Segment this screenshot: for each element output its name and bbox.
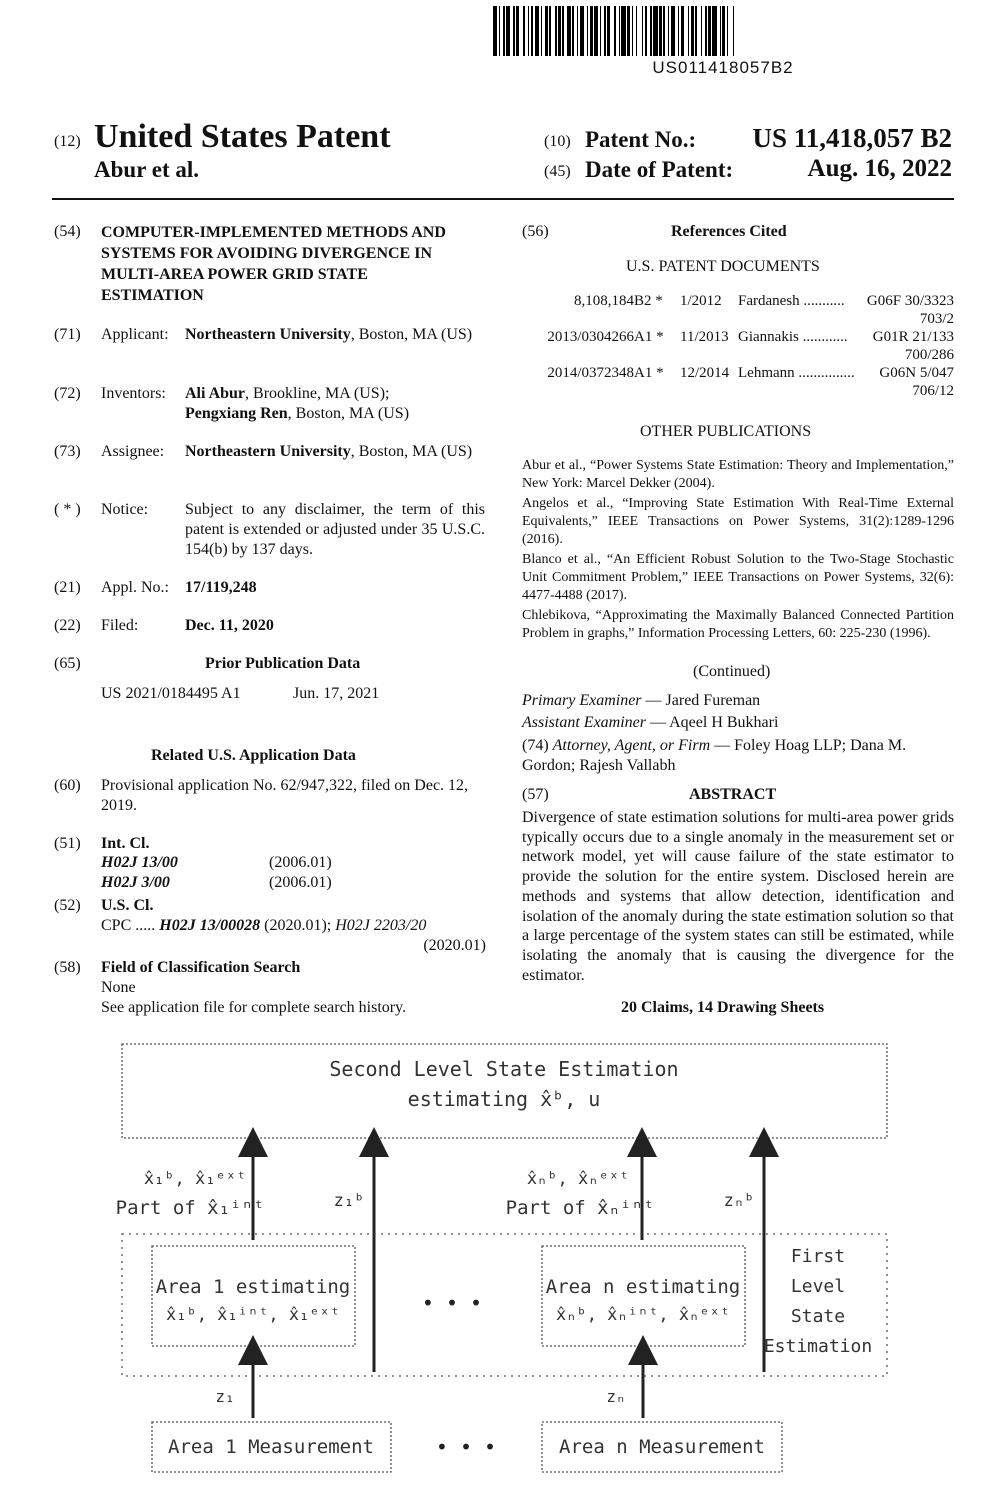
area1-estimator-title: Area 1 estimating <box>155 1276 351 1298</box>
us-doc-kind: B2 * <box>634 293 663 309</box>
publication-item: Angelos et al., “Improving State Estimation With Real-Time External Equivalents,” IEEE Transactions on Power Systems, 31(2):1289-1296 (2016). <box>522 496 954 547</box>
filed-label: Filed: <box>101 617 139 634</box>
us-doc-class: G06F 30/3323 <box>866 293 954 309</box>
arean-estimator-states: x̂ₙᵇ, x̂ₙⁱⁿᵗ, x̂ₙᵉˣᵗ <box>556 1305 730 1325</box>
applicant-location: , Boston, MA (US) <box>350 326 473 343</box>
publication-item: Blanco et al., “An Efficient Robust Solution to the Two-Stage Stochastic Unit Commitment Problem,” IEEE Transactions on Power Systems, 32(6): 4477-4488 (2017). <box>522 552 954 603</box>
inventor-2-location: , Boston, MA (US) <box>287 405 410 422</box>
us-doc-kind: A1 * <box>634 365 664 381</box>
abstract-heading: ABSTRACT <box>689 786 777 803</box>
label-right-states: x̂ₙᵇ, x̂ₙᵉˣᵗ <box>526 1169 630 1189</box>
label-left-z: z₁ᵇ <box>333 1191 365 1211</box>
us-doc-inventor-name: Lehmann <box>738 365 795 381</box>
publication-item: Abur et al., “Power Systems State Estimation: Theory and Implementation,” New York: Marcel Dekker (2004). <box>522 458 954 491</box>
first-level-word-4: Estimation <box>763 1336 873 1357</box>
appl-no: 17/119,248 <box>185 579 257 596</box>
cpc-date-2: (2020.01) <box>423 937 486 954</box>
patent-no-label: Patent No.: <box>585 127 697 152</box>
barcode-number: US011418057B2 <box>652 58 794 77</box>
primary-examiner <box>522 691 760 711</box>
inventor-1-location: , Brookline, MA (US); <box>245 385 390 402</box>
first-level-word-2: Level <box>790 1276 846 1297</box>
us-doc-leader-dots: ............ <box>802 329 848 345</box>
intcl-class-2: H02J 3/00 <box>101 874 170 891</box>
us-doc-class: G06N 5/047 <box>879 365 954 381</box>
invention-title: COMPUTER-IMPLEMENTED METHODS AND SYSTEMS FOR AVOIDING DIVERGENCE IN MULTI-AREA POWER GRID STATE ESTIMATION <box>101 224 446 304</box>
intcl-label: Int. Cl. <box>101 835 150 852</box>
code-52: (52) <box>54 897 81 914</box>
code-65: (65) <box>54 655 81 672</box>
code-12: (12) <box>54 133 81 150</box>
barcode-bar <box>734 6 737 56</box>
uscl-cpc <box>101 916 426 936</box>
arean-measurement: Area n Measurement <box>559 1436 765 1458</box>
first-level-word-3: State <box>790 1306 846 1327</box>
us-doc-number: 8,108,184 <box>574 293 634 309</box>
prior-pub-heading: Prior Publication Data <box>205 655 361 672</box>
publication-item: Chlebikova, “Approximating the Maximally Balanced Connected Partition Problem in graphs,” Information Processing Letters, 60: 225-230 (1996). <box>522 608 954 641</box>
us-doc-number: 2014/0372348 <box>547 365 634 381</box>
attorney <box>522 736 954 776</box>
field-see: See application file for complete search history. <box>101 999 407 1016</box>
barcode <box>493 6 953 56</box>
appl-no-label: Appl. No.: <box>101 579 169 596</box>
us-doc-class-2: 706/12 <box>912 383 954 399</box>
measurement-ellipsis: • • • <box>435 1435 497 1459</box>
code-notice: ( * ) <box>54 501 81 518</box>
date-label: Date of Patent: <box>585 157 734 182</box>
assignee-name: Northeastern University <box>185 443 351 460</box>
us-doc-inventor-name: Giannakis <box>738 329 799 345</box>
applicant-label: Applicant: <box>101 326 169 343</box>
us-docs-heading: U.S. PATENT DOCUMENTS <box>626 258 820 275</box>
label-right-part: Part of x̂ₙⁱⁿᵗ <box>505 1197 655 1219</box>
us-doc-kind: A1 * <box>634 329 664 345</box>
us-doc-class-2: 703/2 <box>919 311 954 327</box>
primary-examiner-label: Primary Examiner <box>522 692 642 709</box>
label-zn: zₙ <box>606 1387 626 1406</box>
related-heading: Related U.S. Application Data <box>151 747 356 764</box>
us-doc-date: 1/2012 <box>680 293 722 309</box>
cpc-class-1: H02J 13/00028 <box>159 917 261 934</box>
code-51: (51) <box>54 835 81 852</box>
label-left-part: Part of x̂₁ⁱⁿᵗ <box>115 1197 265 1219</box>
assistant-examiner-label: Assistant Examiner <box>522 714 646 731</box>
applicant-name: Northeastern University <box>185 326 351 343</box>
other-pubs-list <box>522 457 954 645</box>
header-rule <box>52 198 954 200</box>
attorney-label: Attorney, Agent, or Firm <box>552 737 711 754</box>
us-doc-leader-dots: ............... <box>798 365 855 381</box>
assignee-value <box>185 442 485 462</box>
applicant-value <box>185 325 485 345</box>
arean-estimator-title: Area n estimating <box>545 1276 741 1298</box>
code-57: (57) <box>522 786 549 803</box>
references-heading: References Cited <box>671 223 787 240</box>
code-56: (56) <box>522 223 549 240</box>
assignee-location: , Boston, MA (US) <box>350 443 473 460</box>
code-22: (22) <box>54 617 81 634</box>
us-doc-leader-dots: ........... <box>803 293 845 309</box>
us-doc-class-2: 700/286 <box>904 347 954 363</box>
uscl-label: U.S. Cl. <box>101 897 154 914</box>
inventors-label: Inventors: <box>101 385 166 402</box>
provisional-text: Provisional application No. 62/947,322, filed on Dec. 12, 2019. <box>101 777 469 814</box>
us-doc-inventor <box>738 364 855 382</box>
code-45: (45) <box>544 163 571 180</box>
estimator-ellipsis: • • • <box>421 1291 483 1315</box>
other-pubs-heading: OTHER PUBLICATIONS <box>640 423 812 440</box>
code-73: (73) <box>54 443 81 460</box>
prior-pub-date: Jun. 17, 2021 <box>293 685 380 702</box>
claims-sheets: 20 Claims, 14 Drawing Sheets <box>621 999 825 1016</box>
assignee-label: Assignee: <box>101 443 165 460</box>
code-74: (74) <box>522 737 549 754</box>
us-doc-number: 2013/0304266 <box>547 329 634 345</box>
assistant-examiner <box>522 713 778 733</box>
field-label: Field of Classification Search <box>101 959 301 976</box>
code-58: (58) <box>54 959 81 976</box>
attorney-value: — Foley Hoag LLP; Dana M. Gordon; Rajesh Vallabh <box>522 737 907 774</box>
cpc-date-1: (2020.01); <box>264 917 332 934</box>
code-71: (71) <box>54 326 81 343</box>
inventor-1: Ali Abur <box>185 385 246 402</box>
us-doc-inventor-name: Fardanesh <box>738 293 800 309</box>
code-60: (60) <box>54 777 81 794</box>
us-doc-date: 12/2014 <box>680 365 730 381</box>
patent-authors: Abur et al. <box>94 157 199 182</box>
code-72: (72) <box>54 385 81 402</box>
assistant-examiner-name: — Aqeel H Bukhari <box>650 714 779 731</box>
notice-text: Subject to any disclaimer, the term of this patent is extended or adjusted under 35 U.S.C. 154(b) by 137 days. <box>185 501 485 558</box>
second-level-subtitle: estimating x̂ᵇ, u <box>407 1087 601 1111</box>
second-level-title: Second Level State Estimation <box>329 1057 679 1081</box>
label-right-z: zₙᵇ <box>723 1191 755 1211</box>
us-doc-inventor <box>738 292 845 310</box>
intcl-date-2: (2006.01) <box>269 874 332 891</box>
primary-examiner-name: — Jared Fureman <box>645 692 761 709</box>
prior-pub-number: US 2021/0184495 A1 <box>101 685 241 702</box>
patent-no: US 11,418,057 B2 <box>752 123 952 153</box>
code-54: (54) <box>54 223 81 240</box>
patent-date: Aug. 16, 2022 <box>807 155 952 182</box>
intcl-class-1: H02J 13/00 <box>101 854 178 871</box>
filed-date: Dec. 11, 2020 <box>185 617 274 634</box>
us-doc-inventor <box>738 328 848 346</box>
abstract-text: Divergence of state estimation solutions for multi-area power grids typically occurs due to a single anomaly in the measurement set or network model, yet will cause failure of the state estimator to provide the solution for the entire system. Disclosed herein are methods and systems that allow detection, identification and isolation of the anomaly during the state estimation solution so that a large percentage of the system states can still be estimated, while isolating the anomaly that is causing the divergence for the estimator. <box>522 809 954 984</box>
intcl-date-1: (2006.01) <box>269 854 332 871</box>
label-z1: z₁ <box>215 1387 235 1406</box>
cpc-class-2: H02J 2203/20 <box>335 917 427 934</box>
code-10: (10) <box>544 133 571 150</box>
code-21: (21) <box>54 579 81 596</box>
us-doc-date: 11/2013 <box>680 329 729 345</box>
area1-measurement: Area 1 Measurement <box>168 1436 374 1458</box>
notice-label: Notice: <box>101 501 149 518</box>
field-none: None <box>101 979 136 996</box>
label-left-states: x̂₁ᵇ, x̂₁ᵉˣᵗ <box>143 1169 247 1189</box>
us-doc-class: G01R 21/133 <box>872 329 954 345</box>
patent-title: United States Patent <box>94 118 391 155</box>
inventors-value <box>185 384 485 424</box>
inventor-2: Pengxiang Ren <box>185 405 288 422</box>
cpc-label: CPC ..... <box>101 917 156 934</box>
first-level-word-1: First <box>790 1246 846 1267</box>
area1-estimator-states: x̂₁ᵇ, x̂₁ⁱⁿᵗ, x̂₁ᵉˣᵗ <box>166 1305 340 1325</box>
system-diagram <box>0 1030 1000 1500</box>
continued: (Continued) <box>693 663 771 680</box>
